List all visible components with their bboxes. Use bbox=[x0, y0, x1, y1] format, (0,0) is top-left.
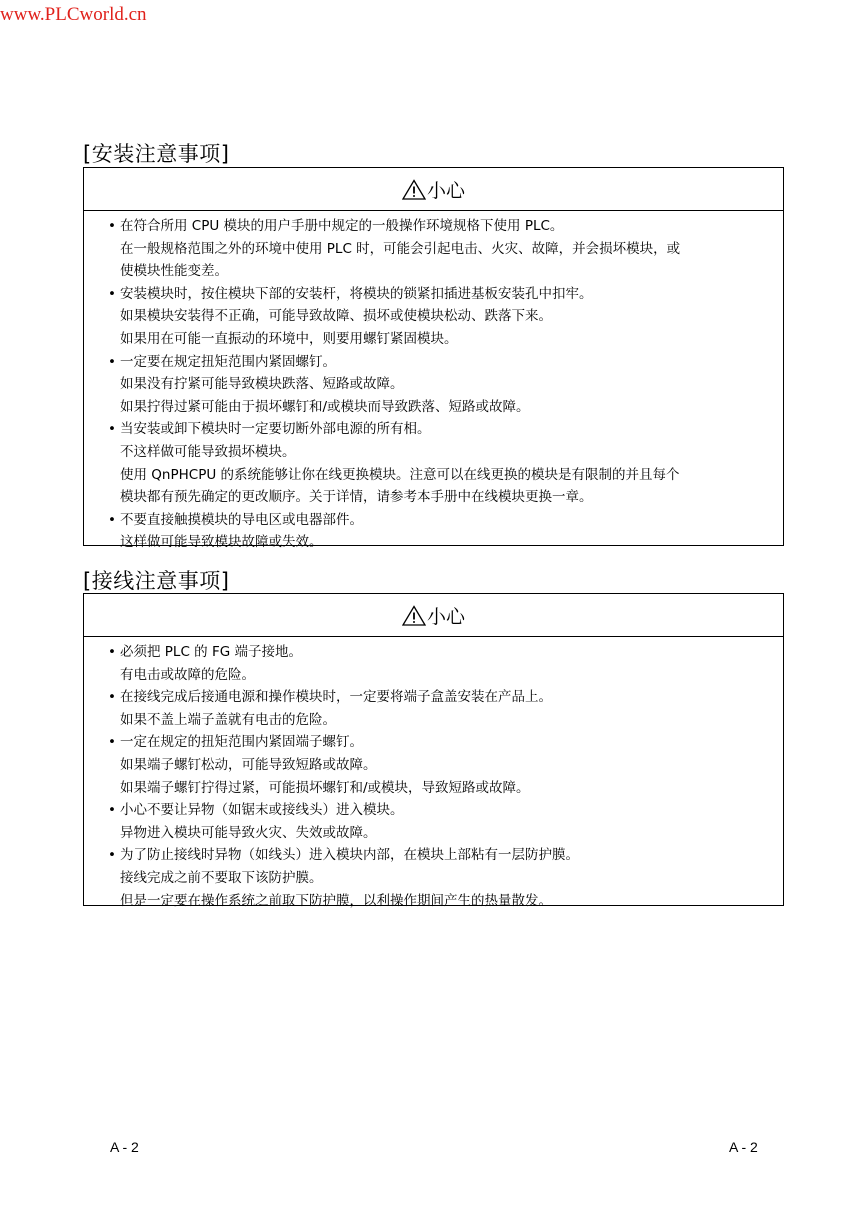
list-item-detail: 如果端子螺钉拧得过紧，可能损坏螺钉和/或模块，导致短路或故障。 bbox=[120, 779, 530, 796]
install-section-title: [安装注意事项] bbox=[83, 142, 230, 166]
list-item bbox=[108, 283, 783, 351]
list-item bbox=[108, 844, 783, 912]
bullet-icon: • bbox=[108, 218, 116, 234]
list-item bbox=[108, 799, 783, 844]
warning-icon bbox=[402, 605, 426, 626]
wiring-section-title: [接线注意事项] bbox=[83, 569, 230, 593]
wiring-caution-body bbox=[84, 637, 783, 912]
bullet-icon: • bbox=[108, 353, 116, 370]
bullet-icon: • bbox=[108, 734, 116, 751]
list-item-text: 为了防止接线时异物（如线头）进入模块内部，在模块上部粘有一层防护膜。 bbox=[120, 847, 579, 864]
list-item-detail: 但是一定要在操作系统之前取下防护膜，以利操作期间产生的热量散发。 bbox=[120, 892, 552, 909]
list-item-detail: 使模块性能变差。 bbox=[120, 263, 228, 280]
wiring-caution-header bbox=[84, 594, 783, 637]
list-item-detail: 有电击或故障的危险。 bbox=[120, 666, 255, 683]
list-item bbox=[108, 509, 783, 554]
caution-label: 小心 bbox=[426, 605, 465, 628]
list-item-text: 一定要在规定扭矩范围内紧固螺钉。 bbox=[120, 353, 336, 370]
install-caution-body bbox=[84, 211, 783, 554]
list-item-detail: 如果不盖上端子盖就有电击的危险。 bbox=[120, 711, 336, 728]
list-item-detail: 如果模块安装得不正确，可能导致故障、损坏或使模块松动、跌落下来。 bbox=[120, 308, 552, 325]
bullet-icon: • bbox=[108, 689, 116, 706]
list-item-detail: 如果拧得过紧可能由于损坏螺钉和/或模块而导致跌落、短路或故障。 bbox=[120, 398, 530, 415]
bullet-icon: • bbox=[108, 802, 116, 819]
list-item-detail: 模块都有预先确定的更改顺序。关于详情，请参考本手册中在线模块更换一章。 bbox=[120, 489, 593, 506]
list-item-detail: 使用 QnPHCPU 的系统能够让你在线更换模块。注意可以在线更换的模块是有限制的并且每个 bbox=[120, 466, 680, 483]
page-number-right: A - 2 bbox=[729, 1139, 758, 1155]
bullet-icon: • bbox=[108, 847, 116, 864]
bullet-icon: • bbox=[108, 285, 116, 302]
install-caution-header bbox=[84, 168, 783, 211]
list-item-detail: 这样做可能导致模块故障或失效。 bbox=[120, 534, 323, 551]
list-item-text: 不要直接触摸模块的导电区或电器部件。 bbox=[120, 511, 363, 528]
list-item bbox=[108, 731, 783, 799]
list-item-detail: 不这样做可能导致损坏模块。 bbox=[120, 443, 296, 460]
list-item-detail: 如果用在可能一直振动的环境中，则要用螺钉紧固模块。 bbox=[120, 330, 458, 347]
install-caution-box bbox=[83, 167, 784, 551]
list-item-detail: 接线完成之前不要取下该防护膜。 bbox=[120, 869, 323, 886]
list-item bbox=[108, 418, 783, 508]
warning-icon bbox=[402, 179, 426, 200]
list-item-text: 小心不要让异物（如锯末或接线头）进入模块。 bbox=[120, 802, 404, 819]
list-item-text: 一定在规定的扭矩范围内紧固端子螺钉。 bbox=[120, 734, 363, 751]
list-item bbox=[108, 351, 783, 419]
list-item-detail: 在一般规格范围之外的环境中使用 PLC 时，可能会引起电击、火灾、故障，并会损坏模块，或 bbox=[120, 240, 681, 257]
bullet-icon: • bbox=[108, 644, 116, 660]
wiring-caution-box bbox=[83, 593, 784, 909]
bullet-icon: • bbox=[108, 421, 116, 438]
list-item-detail: 异物进入模块可能导致火灾、失效或故障。 bbox=[120, 824, 377, 841]
list-item-text: 安装模块时，按住模块下部的安装杆，将模块的锁紧扣插进基板安装孔中扣牢。 bbox=[120, 285, 593, 302]
caution-label: 小心 bbox=[426, 179, 465, 202]
list-item-detail: 如果端子螺钉松动，可能导致短路或故障。 bbox=[120, 756, 377, 773]
list-item-text: 在符合所用 CPU 模块的用户手册中规定的一般操作环境规格下使用 PLC。 bbox=[120, 218, 564, 234]
list-item bbox=[108, 686, 783, 731]
list-item-text: 在接线完成后接通电源和操作模块时，一定要将端子盒盖安装在产品上。 bbox=[120, 689, 552, 706]
page-number-left: A - 2 bbox=[110, 1139, 139, 1155]
bullet-icon: • bbox=[108, 511, 116, 528]
list-item-text: 当安装或卸下模块时一定要切断外部电源的所有相。 bbox=[120, 421, 431, 438]
list-item-detail: 如果没有拧紧可能导致模块跌落、短路或故障。 bbox=[120, 376, 404, 393]
list-item-text: 必须把 PLC 的 FG 端子接地。 bbox=[120, 644, 302, 660]
watermark: www.PLCworld.cn bbox=[0, 4, 147, 25]
list-item bbox=[108, 641, 783, 686]
list-item bbox=[108, 215, 783, 283]
